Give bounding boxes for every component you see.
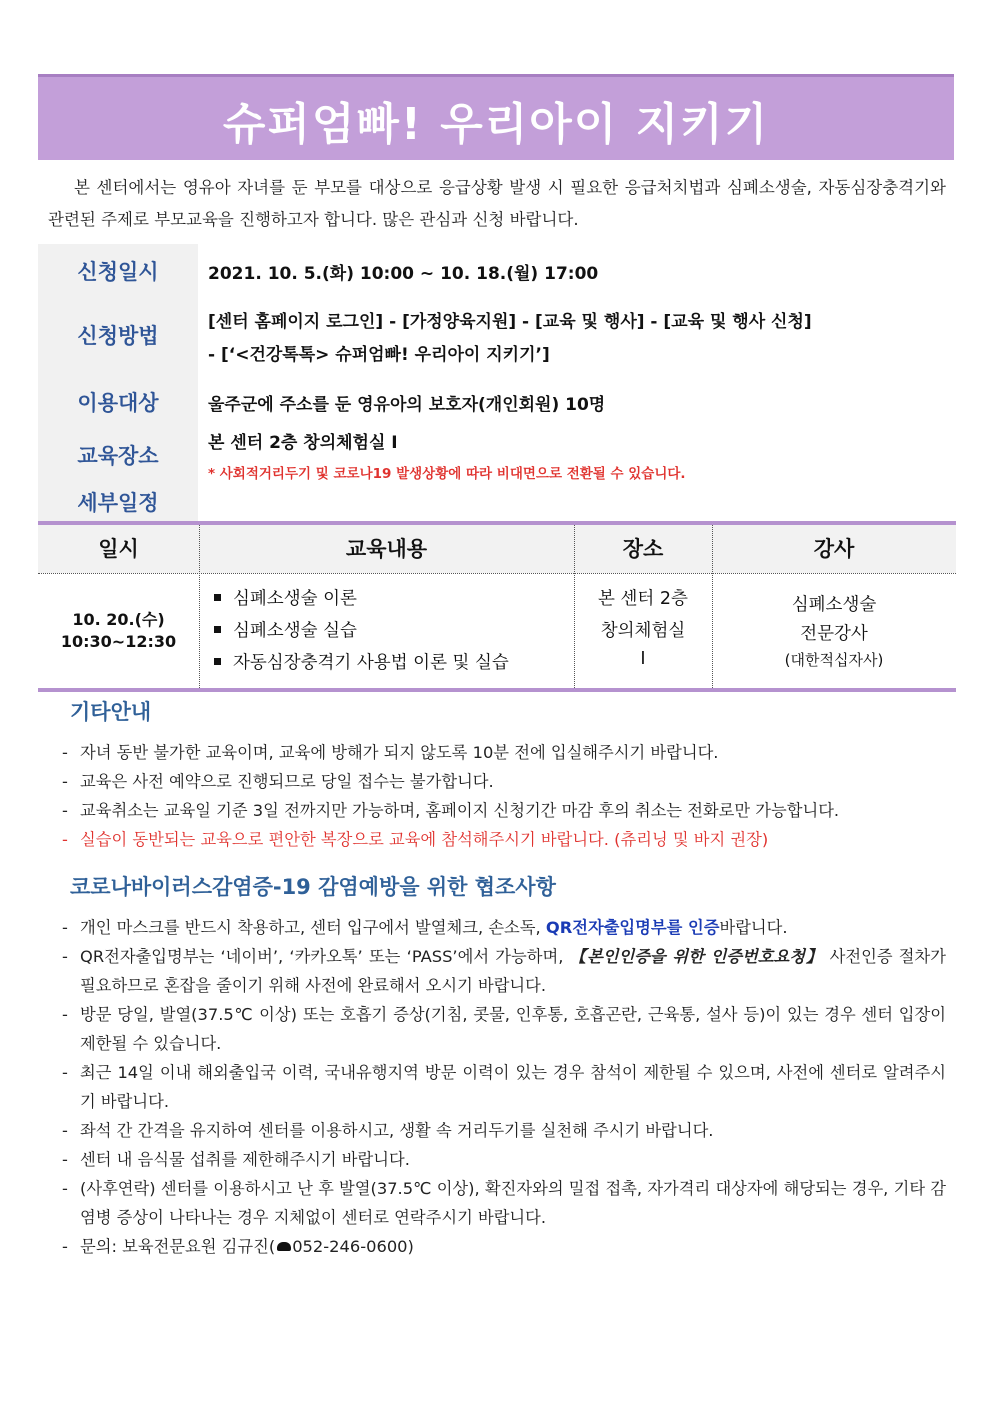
square-bullet-icon <box>214 658 221 665</box>
schedule-bottom-border <box>38 688 956 692</box>
list-item: - 자녀 동반 불가한 교육이며, 교육에 방해가 되지 않도록 10분 전에 입실해주시기 바랍니다. <box>62 743 719 762</box>
value-target: 울주군에 주소를 둔 영유아의 보호자(개인회원) 10명 <box>208 395 606 415</box>
label-target: 이용대상 <box>77 391 159 415</box>
notice-text: 바랍니다. <box>719 918 788 937</box>
value-apply-date: 2021. 10. 5.(화) 10:00 ~ 10. 18.(월) 17:00 <box>208 264 599 284</box>
list-item <box>214 647 509 679</box>
list-item-highlight: - 실습이 동반되는 교육으로 편안한 복장으로 교육에 참석해주시기 바랍니다. (츄리닝 및 바지 권장) <box>62 830 769 849</box>
place-line1: 본 센터 2층 <box>598 589 688 609</box>
intro-paragraph: 본 센터에서는 영유아 자녀를 둔 부모를 대상으로 응급상황 발생 시 필요한 응급처치법과 심폐소생술, 자동심장충격기와 관련된 주제로 부모교육을 진행하고자 합니다. 많은 관심과 신청 바랍니다. <box>48 178 946 229</box>
label-place: 교육장소 <box>77 444 159 468</box>
schedule-time: 10:30~12:30 <box>60 632 177 651</box>
auth-highlight: 【본인인증을 위한 인증번호요청】 <box>569 947 824 966</box>
list-item: - 교육취소는 교육일 기준 3일 전까지만 가능하며, 홈페이지 신청기간 마감 후의 취소는 전화로만 가능합니다. <box>62 801 840 820</box>
info-table <box>38 244 956 522</box>
notice-text: 자녀 동반 불가한 교육이며, 교육에 방해가 되지 않도록 10분 전에 입실해주시기 바랍니다. <box>80 743 719 762</box>
title-top-line <box>38 74 954 77</box>
header-date: 일시 <box>98 537 139 561</box>
list-item: - 개인 마스크를 반드시 착용하고, 센터 입구에서 발열체크, 손소독, QR전자출입명부를 인증바랍니다. <box>62 918 788 937</box>
notice-text: 좌석 간 간격을 유지하여 센터를 이용하시고, 생활 속 거리두기를 실천해 주시기 바랍니다. <box>80 1121 714 1140</box>
notice-text: 교육은 사전 예약으로 진행되므로 당일 접수는 불가합니다. <box>80 772 494 791</box>
list-item: - 좌석 간 간격을 유지하여 센터를 이용하시고, 생활 속 거리두기를 실천해 주시기 바랍니다. <box>62 1121 714 1140</box>
label-apply-date: 신청일시 <box>77 260 159 284</box>
list-item <box>214 583 509 615</box>
place-line2: 창의체험실 <box>600 621 686 641</box>
header-content: 교육내용 <box>345 537 428 561</box>
value-apply-method-line1: [센터 홈페이지 로그인] - [가정양육지원] - [교육 및 행사] - [교육 및 행사 신청] <box>208 312 812 332</box>
instructor-line1: 심폐소생술 <box>791 595 877 615</box>
contact-text: ) <box>407 1237 414 1256</box>
schedule-header-divider <box>38 573 956 574</box>
list-item: - 교육은 사전 예약으로 진행되므로 당일 접수는 불가합니다. <box>62 772 494 791</box>
list-item <box>214 615 509 647</box>
notice-text: 교육취소는 교육일 기준 3일 전까지만 가능하며, 홈페이지 신청기간 마감 후의 취소는 전화로만 가능합니다. <box>80 801 840 820</box>
square-bullet-icon <box>214 594 221 601</box>
notice-text: 최근 14일 이내 해외출입국 이력, 국내유행지역 방문 이력이 있는 경우 참석이 제한될 수 있으며, 사전에 센터로 알려주시기 바랍니다. <box>80 1063 946 1111</box>
list-item: - (사후연락) 센터를 이용하시고 난 후 발열(37.5℃ 이상), 확진자와의 밀접 접촉, 자가격리 대상자에 해당되는 경우, 기타 감염병 증상이 나타나는 경우 지체없이 센터로 연락주시기 바랍니다. <box>62 1179 946 1227</box>
header-place: 장소 <box>622 537 664 561</box>
notice-text: 센터 내 음식물 섭취를 제한해주시기 바랍니다. <box>80 1150 410 1169</box>
notice-text: 실습이 동반되는 교육으로 편안한 복장으로 교육에 참석해주시기 바랍니다. (츄리닝 및 바지 권장) <box>80 830 769 849</box>
covid-notice-list <box>62 913 946 1261</box>
header-instructor: 강사 <box>813 537 855 561</box>
place-note: * 사회적거리두기 및 코로나19 발생상황에 따라 비대면으로 전환될 수 있습니다. <box>208 466 686 482</box>
instructor-line2: 전문강사 <box>800 624 868 644</box>
title-banner <box>38 74 954 160</box>
list-item: - 센터 내 음식물 섭취를 제한해주시기 바랍니다. <box>62 1150 410 1169</box>
label-apply-method: 신청방법 <box>77 324 159 348</box>
phone-number: 052-246-0600 <box>292 1237 408 1256</box>
list-item: - 최근 14일 이내 해외출입국 이력, 국내유행지역 방문 이력이 있는 경우 참석이 제한될 수 있으며, 사전에 센터로 알려주시기 바랍니다. <box>62 1063 946 1111</box>
schedule-table <box>38 521 956 692</box>
contact-item: - 문의: 보육전문요원 김규진( 052-246-0600) <box>62 1237 414 1256</box>
page-title: 슈퍼엄빠! 우리아이 지키기 <box>222 99 770 150</box>
content-text: 자동심장충격기 사용법 이론 및 실습 <box>233 653 509 673</box>
other-notice-list <box>62 738 946 854</box>
section-title-covid: 코로나바이러스감염증-19 감염예방을 위한 협조사항 <box>70 875 556 899</box>
list-item: - 방문 당일, 발열(37.5℃ 이상) 또는 호흡기 증상(기침, 콧물, 인후통, 호흡곤란, 근육통, 설사 등)이 있는 경우 센터 입장이 제한될 수 있습니다. <box>62 1005 946 1053</box>
list-item: - QR전자출입명부는 ‘네이버’, ‘카카오톡’ 또는 ‘PASS’에서 가능하며, 【본인인증을 위한 인증번호요청】 사전인증 절차가 필요하므로 혼잡을 줄이기 위해 사전에 완료해서 오시기 바랍니다. <box>62 947 946 995</box>
square-bullet-icon <box>214 626 221 633</box>
telephone-icon <box>277 1242 291 1251</box>
instructor-line3: (대한적십자사) <box>784 651 884 669</box>
label-schedule: 세부일정 <box>77 491 159 515</box>
notice-text: 방문 당일, 발열(37.5℃ 이상) 또는 호흡기 증상(기침, 콧물, 인후통, 호흡곤란, 근육통, 설사 등)이 있는 경우 센터 입장이 제한될 수 있습니다. <box>80 1005 946 1053</box>
notice-text: 사전인증 절차가 필요하므로 혼잡을 줄이기 위해 사전에 완료해서 오시기 바랍니다. <box>80 947 946 995</box>
content-text: 심폐소생술 이론 <box>233 589 357 609</box>
schedule-date: 10. 20.(수) <box>72 610 165 629</box>
contact-text: 문의: 보육전문요원 김규진( <box>80 1237 276 1256</box>
notice-text: QR전자출입명부는 ‘네이버’, ‘카카오톡’ 또는 ‘PASS’에서 가능하며, <box>80 947 570 966</box>
content-text: 심폐소생술 실습 <box>233 621 357 641</box>
section-title-other: 기타안내 <box>70 700 152 724</box>
place-line3: Ⅰ <box>640 649 646 669</box>
value-place: 본 센터 2층 창의체험실 Ⅰ <box>208 433 398 453</box>
qr-highlight: QR전자출입명부를 인증 <box>545 918 720 937</box>
value-apply-method-line2: - [‘<건강톡톡> 슈퍼엄빠! 우리아이 지키기’] <box>208 345 550 365</box>
notice-text: 개인 마스크를 반드시 착용하고, 센터 입구에서 발열체크, 손소독, <box>80 918 546 937</box>
content-list <box>214 583 509 679</box>
notice-text: (사후연락) 센터를 이용하시고 난 후 발열(37.5℃ 이상), 확진자와의 밀접 접촉, 자가격리 대상자에 해당되는 경우, 기타 감염병 증상이 나타나는 경우 지체없이 센터로 연락주시기 바랍니다. <box>80 1179 946 1227</box>
